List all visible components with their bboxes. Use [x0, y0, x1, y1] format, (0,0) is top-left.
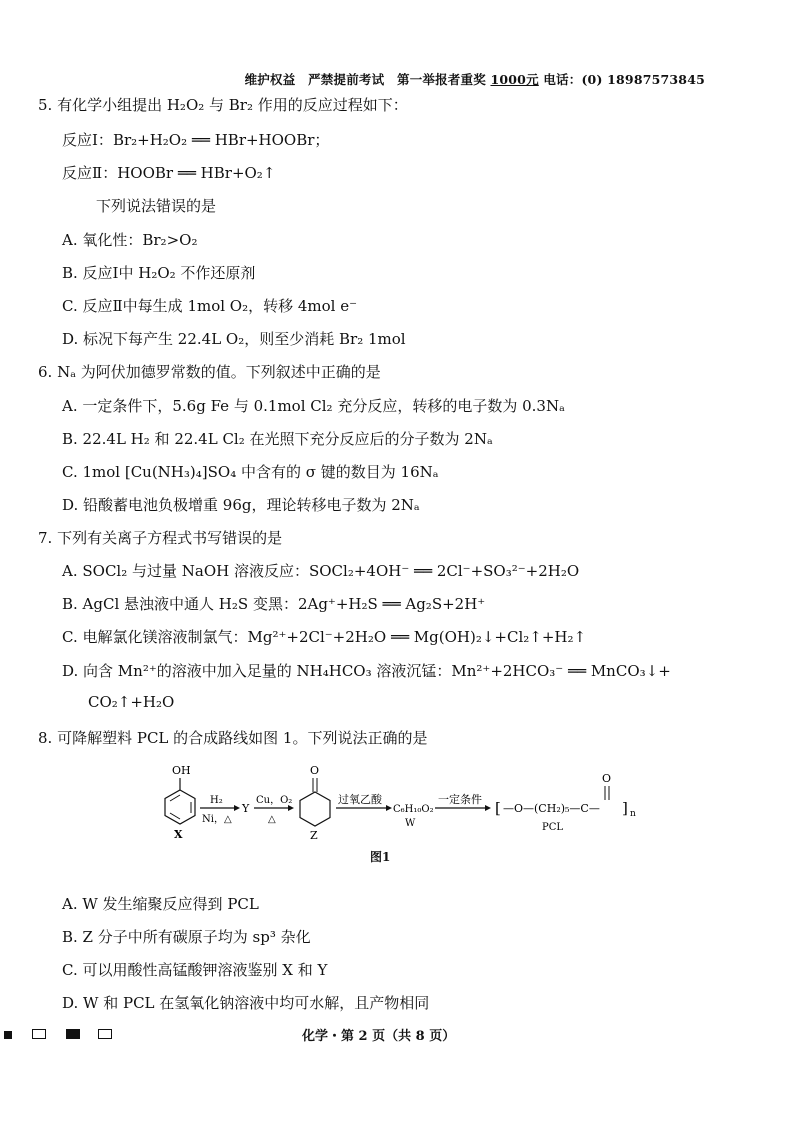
q7-option-b: B. AgCl 悬浊液中通人 H₂S 变黑：2Ag⁺+H₂S ══ Ag₂S+2H⁺	[62, 595, 486, 613]
bracket-left: [	[495, 799, 501, 817]
q8-option-c: C. 可以用酸性高锰酸钾溶液鉴别 X 和 Y	[62, 961, 328, 979]
q5-r2-label: 反应Ⅱ：	[62, 164, 118, 182]
header-phone: 电话：(0) 18987573845	[543, 72, 705, 87]
arrow-1-head	[234, 805, 240, 811]
q5-option-b: B. 反应Ⅰ中 H₂O₂ 不作还原剂	[62, 264, 256, 282]
q6-option-b: B. 22.4L H₂ 和 22.4L Cl₂ 在光照下充分反应后的分子数为 2Nₐ	[62, 430, 493, 448]
w-formula: C₆H₁₀O₂	[393, 804, 434, 815]
q5-stem: 5. 有化学小组提出 H₂O₂ 与 Br₂ 作用的反应过程如下：	[38, 96, 408, 114]
header-reward: 1000元	[490, 72, 539, 87]
q7-option-d-cont: CO₂↑+H₂O	[88, 693, 175, 711]
pcl-polymer-structure	[495, 772, 636, 833]
pcl-chain: —O—(CH₂)₅—C—	[503, 802, 600, 815]
footer-mark-1	[4, 1031, 12, 1039]
q8-option-d: D. W 和 PCL 在氢氧化钠溶液中均可水解，且产物相同	[62, 994, 430, 1012]
phenol-oh-label: OH	[172, 764, 191, 777]
arrow-4-head	[485, 805, 491, 811]
arrow3-reagent: 过氧乙酸	[338, 793, 382, 806]
header-text: 维护权益 严禁提前考试 第一举报者重奖	[244, 72, 486, 87]
pcl-subscript-n: n	[630, 809, 636, 819]
page-header	[245, 70, 705, 88]
y-label: Y	[242, 802, 250, 815]
q5-option-d: D. 标况下每产生 22.4L O₂，则至少消耗 Br₂ 1mol	[62, 330, 406, 348]
q6-option-a: A. 一定条件下，5.6g Fe 与 0.1mol Cl₂ 充分反应，转移的电子数为 0.3Nₐ	[62, 397, 565, 415]
arrow2-condition: △	[268, 814, 276, 825]
footer-mark-2	[32, 1029, 46, 1039]
q7-option-d: D. 向含 Mn²⁺的溶液中加入足量的 NH₄HCO₃ 溶液沉锰：Mn²⁺+2HCO₃⁻ ══ MnCO₃↓+	[62, 662, 671, 680]
q6-stem: 6. Nₐ 为阿伏加德罗常数的值。下列叙述中正确的是	[38, 363, 381, 381]
figure-caption: 图1	[370, 850, 391, 864]
arrow2-reagent: Cu，O₂	[256, 795, 293, 806]
arrow1-condition: Ni，△	[202, 814, 232, 825]
q5-ask: 下列说法错误的是	[96, 197, 217, 215]
page-number: 化学・第 2 页（共 8 页）	[302, 1029, 456, 1044]
q8-option-b: B. Z 分子中所有碳原子均为 sp³ 杂化	[62, 928, 311, 946]
q6-option-d: D. 铅酸蓄电池负极增重 96g，理论转移电子数为 2Nₐ	[62, 496, 420, 514]
ketone-o-label: O	[310, 764, 320, 777]
arrow-3-head	[386, 805, 392, 811]
q5-r1-label: 反应Ⅰ：	[62, 131, 113, 149]
z-label: Z	[310, 829, 318, 840]
arrow1-reagent: H₂	[210, 795, 223, 806]
page-footer	[0, 1025, 793, 1045]
q5-option-a: A. 氧化性：Br₂>O₂	[62, 231, 198, 249]
bracket-right: ]	[622, 799, 628, 817]
q5-r2-eq: HOOBr ══ HBr+O₂↑	[117, 164, 276, 182]
x-label: X	[174, 828, 183, 840]
phenol-structure-x	[165, 764, 195, 840]
q7-option-a: A. SOCl₂ 与过量 NaOH 溶液反应：SOCl₂+4OH⁻ ══ 2Cl⁻+SO₃²⁻+2H₂O	[62, 562, 580, 580]
w-label: W	[405, 818, 416, 829]
footer-mark-4	[98, 1029, 112, 1039]
arrow4-condition: 一定条件	[438, 793, 482, 806]
q6-option-c: C. 1mol [Cu(NH₃)₄]SO₄ 中含有的 σ 键的数目为 16Nₐ	[62, 463, 439, 481]
q7-option-c: C. 电解氯化镁溶液制氯气：Mg²⁺+2Cl⁻+2H₂O ══ Mg(OH)₂↓+Cl₂↑+H₂↑	[62, 628, 587, 646]
q8-option-a: A. W 发生缩聚反应得到 PCL	[62, 895, 259, 913]
q5-reaction2	[62, 162, 275, 183]
q8-stem: 8. 可降解塑料 PCL 的合成路线如图 1。下列说法正确的是	[38, 729, 428, 747]
q7-stem: 7. 下列有关离子方程式书写错误的是	[38, 529, 283, 547]
q5-option-c: C. 反应Ⅱ中每生成 1mol O₂，转移 4mol e⁻	[62, 297, 358, 315]
q5-reaction1	[62, 129, 329, 150]
pcl-label: PCL	[542, 822, 564, 833]
q5-r1-eq: Br₂+H₂O₂ ══ HBr+HOOBr；	[112, 131, 330, 149]
pcl-synthesis-scheme	[150, 760, 710, 840]
footer-mark-3	[66, 1029, 80, 1039]
cyclohexanone-structure-z	[300, 764, 330, 840]
pcl-carbonyl-o: O	[602, 772, 612, 785]
